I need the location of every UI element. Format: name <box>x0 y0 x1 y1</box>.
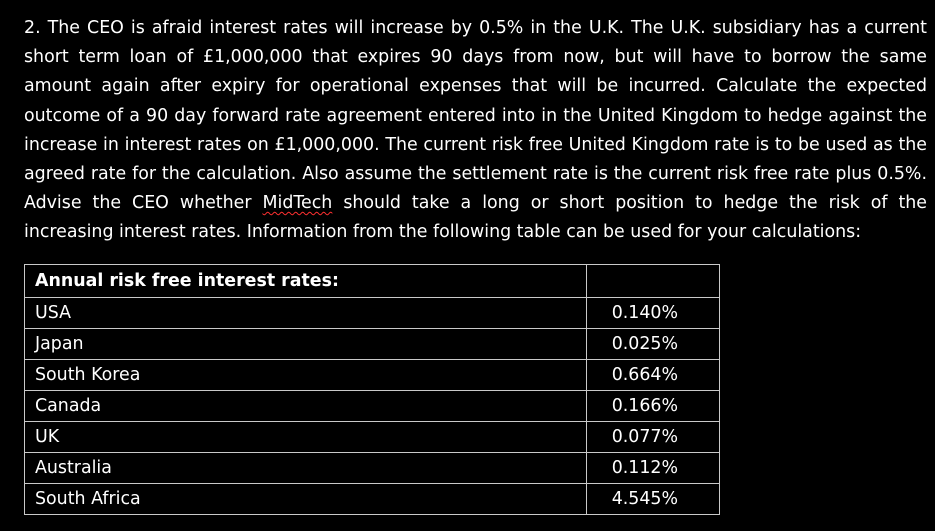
country-cell: Canada <box>25 391 587 422</box>
line-text: Advise the CEO whether <box>24 193 263 214</box>
rate-cell: 0.166% <box>587 391 720 422</box>
question-line: increasing interest rates. Information from the following table can be used for your calculations: <box>24 222 862 243</box>
table-header-row <box>25 265 720 298</box>
question-line: outcome of a 90 day forward rate agreement entered into in the United Kingdom to hedge against the <box>24 105 927 126</box>
rate-cell: 0.112% <box>587 453 720 484</box>
country-cell: Japan <box>25 329 587 360</box>
country-cell: South Korea <box>25 360 587 391</box>
table-header-value-cell <box>587 265 720 298</box>
country-cell: USA <box>25 298 587 329</box>
question-paragraph <box>24 14 927 248</box>
question-line: 2. The CEO is afraid interest rates will increase by 0.5% in the U.K. The U.K. subsidiary has a current <box>24 18 927 38</box>
question-line <box>24 189 927 218</box>
table-row <box>25 391 720 422</box>
rate-cell: 0.664% <box>587 360 720 391</box>
question-line: agreed rate for the calculation. Also assume the settlement rate is the current risk free rate plus 0.5%. <box>24 163 927 184</box>
rate-cell: 4.545% <box>587 484 720 515</box>
table-row <box>25 329 720 360</box>
rate-cell: 0.025% <box>587 329 720 360</box>
country-cell: South Africa <box>25 484 587 515</box>
question-line: increase in interest rates on £1,000,000. The current risk free United Kingdom rate is to be used as the <box>24 134 927 155</box>
table-row <box>25 298 720 329</box>
rate-cell: 0.077% <box>587 422 720 453</box>
spellcheck-flagged-word[interactable]: MidTech <box>262 193 333 214</box>
country-cell: Australia <box>25 453 587 484</box>
table-row <box>25 360 720 391</box>
question-line: amount again after expiry for operational expenses that will be incurred. Calculate the expected <box>24 76 927 97</box>
rate-cell: 0.140% <box>587 298 720 329</box>
line-text: should take a long or short position to hedge the risk of the <box>332 193 927 214</box>
table-row <box>25 484 720 515</box>
table-header-cell: Annual risk free interest rates: <box>25 265 587 298</box>
table-row <box>25 422 720 453</box>
table-row <box>25 453 720 484</box>
country-cell: UK <box>25 422 587 453</box>
question-line: short term loan of £1,000,000 that expires 90 days from now, but will have to borrow the same <box>24 47 927 68</box>
interest-rate-table <box>24 264 720 515</box>
